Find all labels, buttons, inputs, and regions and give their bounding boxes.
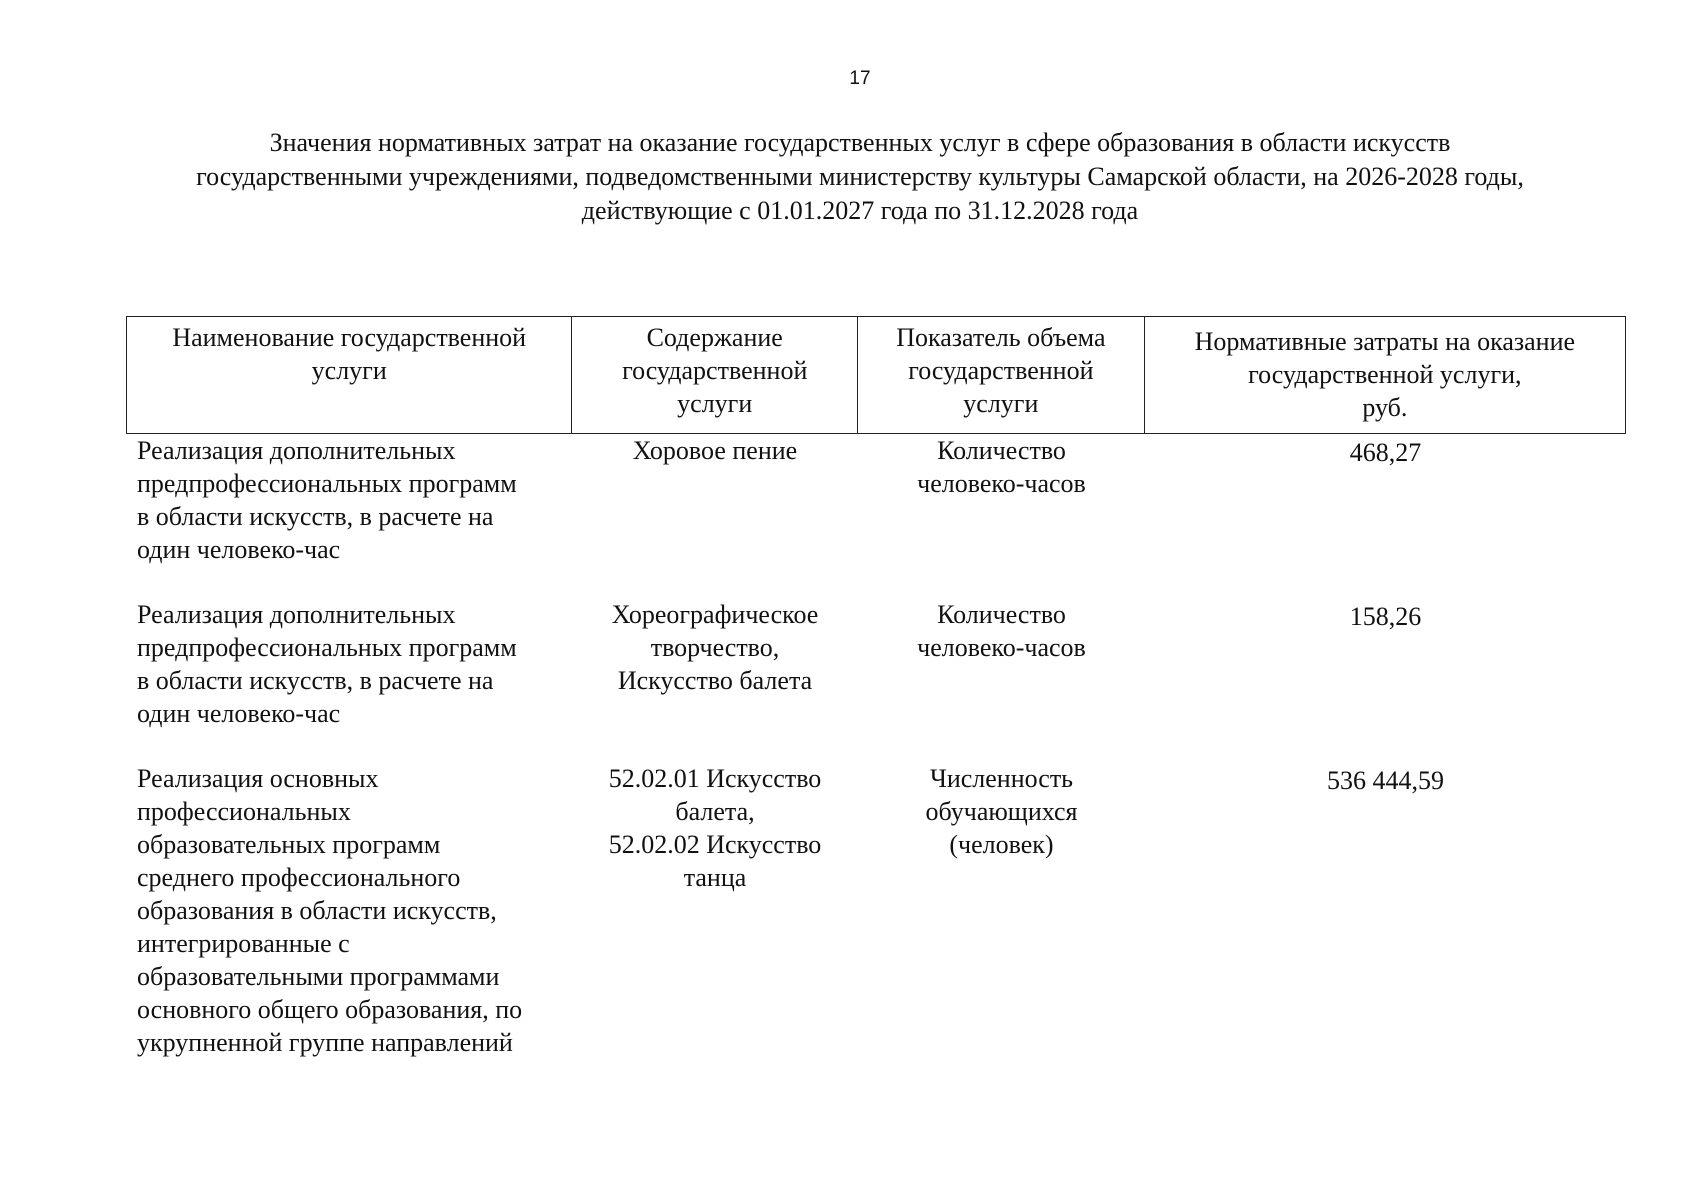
cell-text: балета, (675, 797, 755, 826)
title-line-1: Значения нормативных затрат на оказание государственных услуг в сфере образования в области искусств (269, 128, 1451, 157)
cost-value: 468,27 (1349, 438, 1422, 467)
cell-text: в области искусств, в расчете на (137, 666, 494, 695)
service-name-cell (126, 434, 572, 598)
cell-text: один человеко-час (137, 535, 341, 564)
cost-cell (1145, 598, 1626, 762)
cell-text: образовательными программами (137, 962, 500, 991)
table-row (126, 434, 1626, 598)
title-line-3: действующие с 01.01.2027 года по 31.12.2028 года (581, 196, 1139, 225)
cell-text: Количество (937, 436, 1066, 465)
header-text: государственной (908, 356, 1094, 385)
header-normative-costs (1145, 317, 1625, 433)
cost-cell (1145, 762, 1626, 1092)
cost-cell (1145, 434, 1626, 598)
document-title (100, 126, 1620, 228)
cost-table (126, 316, 1626, 1092)
header-text: руб. (1362, 393, 1408, 422)
cell-text: укрупненной группе направлений (137, 1028, 513, 1057)
cell-text: 52.02.01 Искусство (608, 764, 822, 793)
cell-text: Реализация дополнительных (137, 436, 456, 465)
cell-text: (человек) (949, 830, 1054, 859)
header-text: Нормативные затраты на оказание (1194, 327, 1576, 356)
volume-indicator-cell (858, 762, 1145, 1092)
header-text: услуги (311, 356, 387, 385)
cell-text: человеко-часов (917, 469, 1086, 498)
service-content-cell (572, 762, 858, 1092)
cell-text: Хореографическое (611, 600, 819, 629)
table-row (126, 598, 1626, 762)
cell-text: образовательных программ (137, 830, 441, 859)
cell-text: профессиональных (137, 797, 351, 826)
cell-text: интегрированные с (137, 929, 350, 958)
cell-text: один человеко-час (137, 699, 341, 728)
cell-text: 52.02.02 Искусство (608, 830, 822, 859)
header-text: государственной (622, 356, 808, 385)
cell-text: танца (683, 863, 747, 892)
header-text: государственной услуги, (1248, 360, 1522, 389)
header-service-name (127, 317, 572, 433)
cell-text: Реализация дополнительных (137, 600, 456, 629)
header-text: Содержание (646, 323, 783, 352)
cell-text: предпрофессиональных программ (137, 633, 517, 662)
cell-text: обучающихся (925, 797, 1078, 826)
service-name-cell (126, 762, 572, 1092)
header-text: Наименование государственной (172, 323, 527, 352)
cell-text: в области искусств, в расчете на (137, 502, 494, 531)
service-content-cell (572, 434, 858, 598)
cell-text: Искусство балета (617, 666, 813, 695)
cell-text: человеко-часов (917, 633, 1086, 662)
header-text: услуги (677, 389, 753, 418)
volume-indicator-cell (858, 598, 1145, 762)
cell-text: предпрофессиональных программ (137, 469, 517, 498)
page-number: 17 (849, 68, 871, 89)
volume-indicator-cell (858, 434, 1145, 598)
cell-text: образования в области искусств, (137, 896, 497, 925)
table-row (126, 762, 1626, 1092)
cell-text: основного общего образования, по (137, 995, 523, 1024)
cell-text: Количество (937, 600, 1066, 629)
cell-text: Хоровое пение (632, 436, 798, 465)
cell-text: Численность (929, 764, 1074, 793)
cell-text: Реализация основных (137, 764, 379, 793)
header-volume-indicator (858, 317, 1145, 433)
cell-text: творчество, (650, 633, 780, 662)
cell-text: среднего профессионального (137, 863, 461, 892)
table-header-row (126, 316, 1626, 434)
service-content-cell (572, 598, 858, 762)
service-name-cell (126, 598, 572, 762)
header-service-content (572, 317, 858, 433)
title-line-2: государственными учреждениями, подведомственными министерству культуры Самарской области, на 2026-2028 годы, (196, 162, 1524, 191)
cost-value: 158,26 (1349, 602, 1422, 631)
cost-value: 536 444,59 (1327, 766, 1444, 795)
header-text: услуги (963, 389, 1039, 418)
header-text: Показатель объема (896, 323, 1106, 352)
